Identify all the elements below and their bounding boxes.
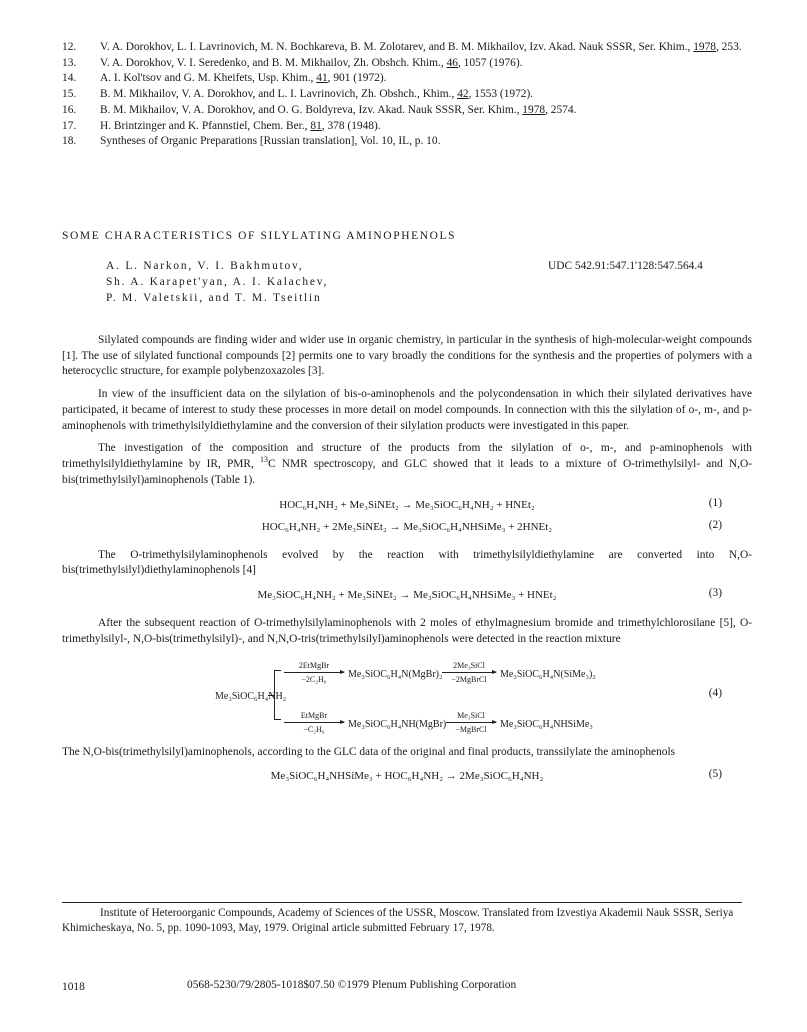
- scheme-arrow: EtMgBr −C₂H₆: [284, 710, 344, 735]
- scheme-bracket: [274, 670, 280, 720]
- copyright-line: 0568-5230/79/2805-1018$07.50 ©1979 Plenum Publishing Corporation: [187, 979, 517, 991]
- reference-item: 15. B. M. Mikhailov, V. A. Dorokhov, and L. I. Lavrinovich, Zh. Obshch., Khim., 42, 1553 (1972).: [62, 88, 534, 101]
- footer-affiliation: Institute of Heteroorganic Compounds, Academy of Sciences of the USSR, Moscow. Translated from Izvestiya Akademii Nauk SSSR, Seriya Khimicheskaya, No. 5, pp. 1090-1093, May, 1979. Original article submitted February 17, 1978.: [62, 907, 734, 935]
- scheme-start: Me₃SiOC₆H₄NH₂: [215, 690, 287, 702]
- paragraph: After the subsequent reaction of O-trimethylsilylaminophenols with 2 moles of ethylmagnesium bromide and trimethylchlorosilane [5], O-trimethylsilyl-, N,O-bis(trimethylsilyl)-, and N,N,O-tris(trimethylsilyl)aminophenols were detected in the reaction mixture: [62, 617, 752, 645]
- reference-item: 16. B. M. Mikhailov, V. A. Dorokhov, and O. G. Boldyreva, Izv. Akad. Nauk SSSR, Ser. Khim., 1978, 2574.: [62, 103, 577, 116]
- equation-5: [62, 767, 752, 789]
- scheme-arrow: 2EtMgBr −2C₂H₆: [284, 660, 344, 685]
- paragraph: The O-trimethylsilylaminophenols evolved by the reaction with trimethylsilyldiethylamine are converted into N,O-bis(trimethylsilyl)diethylaminophenols [4]: [62, 548, 752, 577]
- reference-item: 12. V. A. Dorokhov, L. I. Lavrinovich, M. N. Bochkareva, B. M. Zolotarev, and B. M. Mikhailov, Izv. Akad. Nauk SSSR, Ser. Khim., 1978, 253.: [62, 41, 742, 53]
- footer-divider: [62, 902, 742, 903]
- paragraph: The investigation of the composition and structure of the products from the silylation of o-, m-, and p-aminophenols with trimethylsilyldiethylamine by IR, PMR, $^{13}$C NMR spectroscopy, and GLC showed that it leads to a mixture of O-trimethylsilyl- and N,O-bis(trimethylsilyl)aminophenols (Table 1).: [62, 442, 752, 486]
- equation-number: (4): [708, 686, 722, 699]
- article-title: SOME CHARACTERISTICS OF SILYLATING AMINOPHENOLS: [62, 230, 457, 242]
- reference-item: 17. H. Brintzinger and K. Pfannstiel, Chem. Ber., 81, 378 (1948).: [62, 119, 381, 132]
- author-line: A. L. Narkon, V. I. Bakhmutov,: [106, 260, 304, 272]
- scheme-arrow: Me₃SiCl −MgBrCl: [446, 710, 496, 735]
- author-line: P. M. Valetskii, and T. M. Tseitlin: [106, 291, 322, 304]
- reference-item: 18. Syntheses of Organic Preparations [Russian translation], Vol. 10, IL, p. 10.: [62, 135, 441, 148]
- author-line: Sh. A. Karapet'yan, A. I. Kalachev,: [106, 275, 329, 288]
- equation-3: [62, 586, 752, 608]
- page-number: 1018: [62, 981, 85, 993]
- equation-formula: Me₃SiOC₆H₄NHSiMe₃ + HOC₆H₄NH₂ → 2Me₃SiOC₆H₄NH₂: [270, 770, 544, 783]
- paragraph: Silylated compounds are finding wider and wider use in organic chemistry, in particular in the synthesis of high-molecular-weight compounds [1]. The use of silylated functional compounds [2] permits one to vary broadly the conditions for the synthesis and the properties of polymers with a heterocyclic structure, for example polybenzoxazoles [3].: [62, 334, 752, 378]
- scheme-product: Me₃SiOC₆H₄N(MgBr)₂: [348, 668, 443, 680]
- scheme-product: Me₃SiOC₆H₄NHSiMe₃: [500, 718, 593, 730]
- paragraph: The N,O-bis(trimethylsilyl)aminophenols, according to the GLC data of the original and final products, transsilylate the aminophenols: [62, 745, 676, 758]
- reference-list: [62, 40, 752, 150]
- scheme-product: Me₃SiOC₆H₄NH(MgBr): [348, 718, 447, 730]
- equation-formula: HOC₆H₄NH₂ + Me₃SiNEt₂ → Me₃SiOC₆H₄NH₂ + HNEt₂: [279, 498, 535, 511]
- scheme-product: Me₃SiOC₆H₄N(SiMe₃)₂: [500, 668, 596, 680]
- scheme-arrow: 2Me₃SiCl −2MgBrCl: [442, 660, 496, 685]
- equation-2: [62, 518, 752, 540]
- reaction-scheme-4: [62, 655, 752, 739]
- equation-formula: HOC₆H₄NH₂ + 2Me₃SiNEt₂ → Me₃SiOC₆H₄NHSiMe₃ + 2HNEt₂: [261, 520, 553, 533]
- udc-code: UDC 542.91:547.1'128:547.564.4: [548, 260, 703, 272]
- author-list: [106, 259, 328, 307]
- article-body: [62, 333, 752, 789]
- equation-number: (1): [708, 496, 722, 509]
- equation-number: (3): [708, 587, 722, 600]
- paragraph: In view of the insufficient data on the silylation of bis-o-aminophenols and the polycondensation in which their silylated derivatives have participated, it became of interest to study these processes in more detail on model compounds. In connection with this the silylation of o-, m-, and p-aminophenols with trimethylsilyldiethylamine and the conversion of their silylation products were investigated in this paper.: [62, 388, 752, 432]
- equation-number: (5): [708, 768, 722, 781]
- reference-item: 13. V. A. Dorokhov, V. I. Seredenko, and B. M. Mikhailov, Zh. Obshch. Khim., 46, 1057 (1976).: [62, 56, 523, 69]
- equation-formula: Me₃SiOC₆H₄NH₂ + Me₃SiNEt₂ → Me₃SiOC₆H₄NHSiMe₃ + HNEt₂: [257, 589, 557, 602]
- equation-number: (2): [708, 518, 722, 531]
- equation-1: [62, 496, 752, 518]
- reference-item: 14. A. I. Kol'tsov and G. M. Kheifets, Usp. Khim., 41, 901 (1972).: [62, 72, 387, 85]
